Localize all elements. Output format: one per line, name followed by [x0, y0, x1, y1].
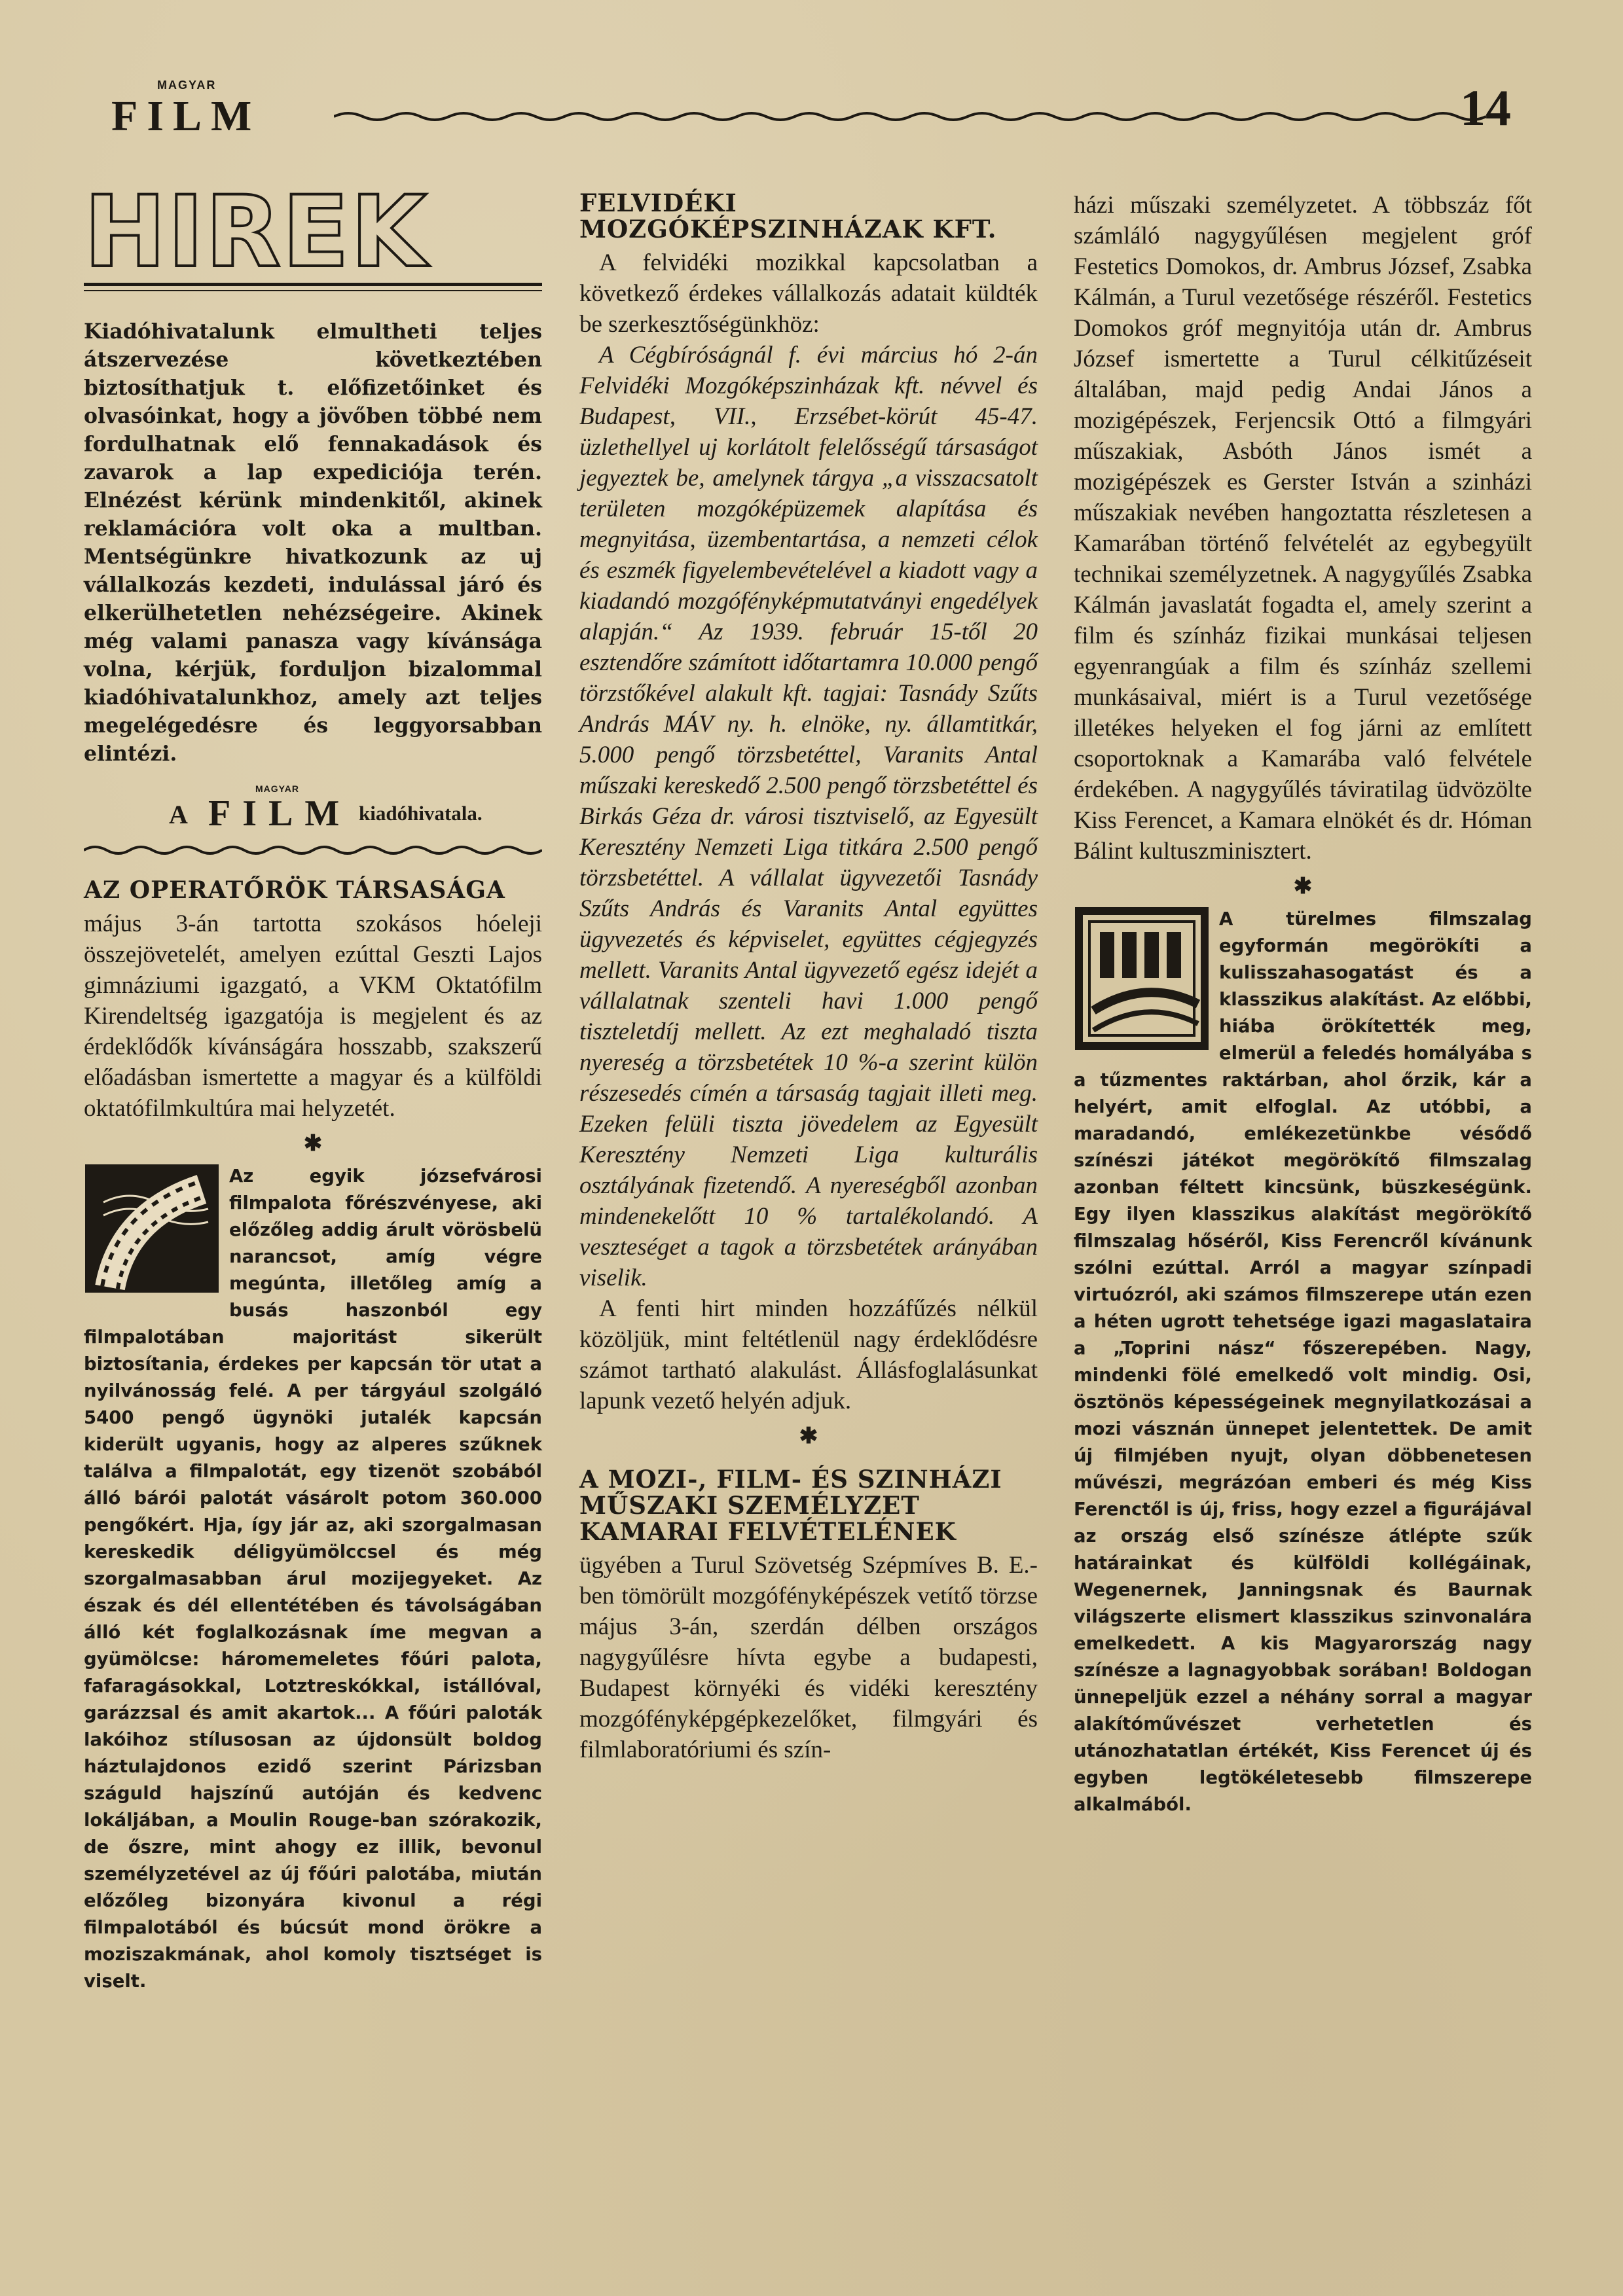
- decorative-wavy-rule: [334, 110, 1486, 123]
- masthead: [92, 72, 1532, 144]
- notice-signature: [84, 783, 542, 834]
- column-left: [84, 175, 542, 1995]
- page-number: 14: [1460, 79, 1511, 136]
- article-body-operators: május 3-án tartotta szokásos hóeleji összejövetelét, amelyen ezúttal Geszti Lajos gimnáziumi igazgató, a VKM Oktatófilm Kirendeltség igazgatója is megjelent és az érdeklődők kívánságára hosszabb, szakszerű előadásban ismertette a magyar és a külföldi oktatófilmkultúra mai helyzetét.: [84, 910, 542, 1122]
- signature-a: A: [169, 800, 188, 829]
- decorative-wavy-divider: [84, 844, 542, 857]
- kiss-ferenc-story-text: A türelmes filmszalag egyformán megörökíti a kulisszahasogatást és a klasszikus alakítást. Az előbbi, hiába örökítették meg, elmerül a feledés homályába s a tűzmentes raktárban, ahol őrzik, kár a helyért, amit elfoglal. Az utóbbi, a maradandó, emlékezetünkbe vésődő színészi játékot megörökítő filmszalag azonban féltett kincsünk, büszkeségünk. Egy ilyen klasszikus alakítást megörökítő filmszalag hőséről, Kiss Ferencről kívánunk szólni ezúttal. Arról a magyar színpadi virtuózról, aki számos filmszerepe után ezen a héten ugrott tehetsége igazi magaslataira a „Toprini nász“ főszerepében. Nagy, mindenki fölé emelkedő volt mindig. Osi, ösztönös képességeinek megnyilatkozásai a mozi vásznán ünnepet jelentettek. De amit új filmjében nyujt, olyan döbbenetesen művészi, megrázóan emberi és még Kiss Ferenctől is új, friss, hogy ezzel a figurájával az ország első színésze átlépte szűk határainkat és külföldi kollégáinak, Wegenernek, Janningsnak és Baurnak világszerte elismert klasszikus szinvonalára emelkedett. A kis Magyarország nagy színésze a lagnagyobbak sorában! Boldogan ünnepeljük ezzel a néhány sorral a magyar alakítóművészet verhetetlen és utánozhatatlan értékét, Kiss Ferencet új és egyben legtökéletesebb filmszerepe alkalmából.: [1074, 908, 1532, 1815]
- column-right: [1074, 190, 1532, 1818]
- filmpalace-story: [84, 1163, 542, 1995]
- signature-small: MAGYAR: [255, 783, 299, 794]
- logo-small-text: MAGYAR: [157, 79, 217, 92]
- film-reel-icon: [84, 1163, 220, 1294]
- film-strip-icon: [1074, 906, 1210, 1051]
- section-title: HIREK: [84, 175, 428, 289]
- article-body-technical-staff: ügyében a Turul Szövetség Szépmíves B. E.-ben tömörült mozgófényképészek vetítő törzse május 3-án, szerdán délben országos nagygyűlésre hívta egybe a budapesti, Budapest környéki és vidéki keresztény mozgófényképgépkezelőket, filmgyári és filmlaboratóriumi és szín-: [579, 1552, 1038, 1763]
- separator-star: ✱: [1293, 874, 1313, 899]
- article-quote-felvideki: A Cégbíróságnál f. évi március hó 2-án Felvidéki Mozgóképszinházak kft. névvel és Budapest, VII., Erzsébet-körút 45-47. üzlethellyel uj korlátolt felelősségű társaságot jegyeztek be, amelynek tárgya „a visszacsatolt területen mozgóképüzemek alapítása és megnyitása, üzembentartása, a nemzeti célok és eszmék figyelembevételével a kiadott vagy a kiadandó mozgófényképmutatványi engedélyek alapján.“ Az 1939. február 15-től 20 esztendőre számított időtartamra 10.000 pengő törzstőkével alakult kft. tagjai: Tasnády Szűts András MÁV ny. h. elnöke, ny. államtitkár, 5.000 pengő törzsbetéttel, Varanits Antal műszaki kereskedő 2.500 pengő törzsbetéttel és Birkás Géza dr. városi tisztviselő, az Egyesült Keresztény Nemzeti Liga titkára 2.500 pengő törzsbetéttel. A vállalat ügyvezetői Tasnády Szűts András és Varanits Antal együttes ügyvezetés és képviselet, együttes cégjegyzés mellett. Varanits Antal ügyvezető egész idejét a vállalatnak szenteli havi 1.000 pengő tiszteletdíj mellett. Az ezt meghaladó tiszta nyereség a törzsbetétek 10 %-a szerint külön részesedés címén a társaság tagjait illeti meg. Ezeken felüli tiszta jövedelem az Egyesült Keresztény Nemzeti Liga kulturális osztályának fizetendő. A nyereségből azonban mindenekelőtt 10 % tartalékolandó. A veszteséget a tagok a törzsbetétek arányában viselik.: [579, 342, 1038, 1291]
- column-middle: [579, 190, 1038, 1765]
- article-heading-technical-staff: A MOZI-, FILM- ÉS SZINHÁZI MŰSZAKI SZEMÉLYZET KAMARAI FELVÉTELÉNEK: [579, 1465, 1002, 1546]
- filmpalace-story-text: Az egyik józsefvárosi filmpalota főrészvényese, aki előzőleg addig árult vörösbelü narancsot, amíg végre megúnta, illetőleg amíg a busás haszonból egy filmpalotában majoritást sikerült biztosítania, érdekes per kapcsán tör utat a nyilvánosság felé. A per tárgyául szolgáló 5400 pengő ügynöki jutalék kapcsán kiderült ugyanis, hogy az alperes szűknek találva a filmpalotát, egy tizenöt szobából álló bárói palotát vásárolt potom 360.000 pengőkért. Hja, így jár az, aki szorgalmasan kereskedik déligyümölccsel és még szorgalmasabban árul mozijegyeket. Az észak és dél ellentétében és távolságában álló két foglalkozásnak íme megvan a gyümölcse: háromemeletes főúri palota, fafaragásokkal, Lotztreskókkal, istállóval, garázzsal és amit akartok... A főúri paloták lakóihoz stílusosan az újdonsült boldog háztulajdonos ezidő szerint Párizsban száguld hajszínű autóján és kedvenc lokáljában, a Moulin Rouge-ban szórakozik, de őszre, mint ahogy ez illik, bevonul személyzetével az új főúri palotába, miután előzőleg bizonyára kivonul a régi filmpalotából és búcsút mond örökre a moziszakmának, ahol komoly tisztséget is viselt.: [84, 1166, 542, 1992]
- publisher-notice: Kiadóhivatalunk elmultheti teljes átszervezése következtében biztosíthatjuk t. előfizetőinket és olvasóinkat, hogy a jövőben többé nem fordulhatnak elő fennakadások és zavarok a lap expediciója terén. Elnézést kérünk mindenkitől, akinek reklamációra volt oka a multban. Mentségünkre hivatkozunk az uj vállalkozás kezdeti, indulással járó és elkerülhetetlen nehézségeire. Akinek még valami panasza vagy kívánsága volna, kérjük, forduljon bizalommal kiadóhivatalunkhoz, amely azt teljes megelégedésre és leggyorsabban elintézi.: [84, 319, 542, 766]
- article-continuation-technical-staff: házi műszaki személyzetet. A többszáz főt számláló nagygyűlésen megjelent gróf Festetics Domokos, dr. Ambrus József, Zsabka Kálmán, a Turul vezetősége részéről. Festetics Domokos gróf megnyitója után dr. Ambrus József ismertette a Turul célkitűzéseit általában, majd pedig Andai János a mozigépészek, Ferjencsik Ottó a filmgyári műszakiak, Asbóth János ismét a mozigépészek es Gerster István a szinházi műszakiak nevében hangoztatta részletesen a Kamarában történő felvételét az egybegyült technikai személyzetnek. A nagygyűlés Zsabka Kálmán javaslatát fogadta el, amely szerint a film és színház fizikai munkásai teljesen egyenrangúak a film és színház szellemi munkásaival, miért is a Turul vezetősége illetékes helyeken el fog járni az említett csoportoknak a Kamarába való felvétele érdekében. A nagygyűlés táviratilag üdvözölte Kiss Ferencet, a Kamara elnökét és dr. Hóman Bálint kultuszminisztert.: [1074, 192, 1532, 865]
- separator-star: ✱: [799, 1424, 818, 1448]
- article-heading-operators: AZ OPERATŐRÖK TÁRSASÁGA: [84, 876, 505, 904]
- magazine-logo: [111, 79, 282, 144]
- article-heading-felvideki: FELVIDÉKI MOZGÓKÉPSZINHÁZAK KFT.: [579, 188, 997, 243]
- signature-rest: kiadóhivatala.: [359, 802, 483, 825]
- logo-film-text: FILM: [111, 92, 261, 140]
- signature-film: FILM: [208, 793, 352, 834]
- article-intro-felvideki: A felvidéki mozikkal kapcsolatban a következő érdekes vállalkozás adatait küldték be szerkesztőségünkhöz:: [579, 249, 1038, 338]
- separator-star: ✱: [303, 1132, 323, 1156]
- kiss-ferenc-story: [1074, 906, 1532, 1818]
- article-comment-felvideki: A fenti hirt minden hozzáfűzés nélkül közöljük, mint feltétlenül nagy érdeklődésre számot tartható alakulást. Állásfoglalásunkat lapunk vezető helyén adjuk.: [579, 1295, 1038, 1414]
